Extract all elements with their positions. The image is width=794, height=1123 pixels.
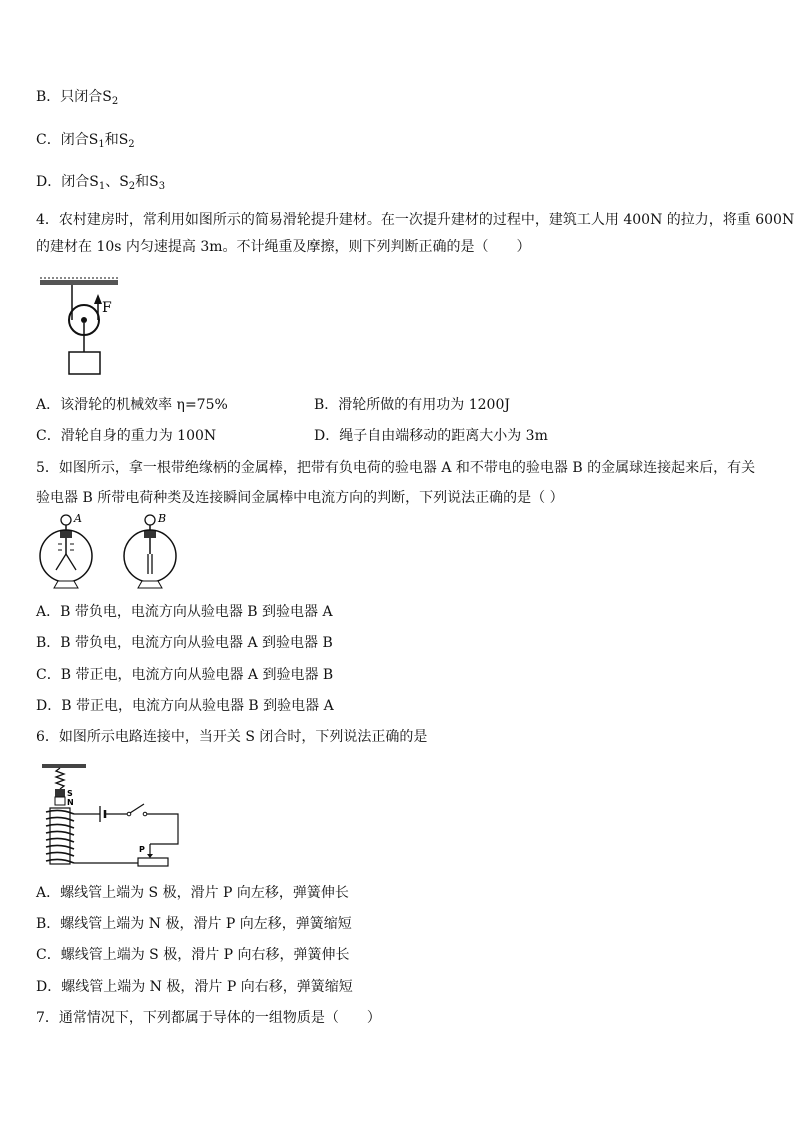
q4-stem-line2: 的建材在 10s 内匀速提高 3m。不计绳重及摩擦，则下列判断正确的是（ ） bbox=[36, 239, 531, 255]
electroscope-a-label: A bbox=[74, 512, 82, 525]
switch-lever bbox=[130, 804, 144, 813]
switch-s1: S bbox=[89, 174, 99, 190]
switch-s2: S bbox=[118, 132, 129, 148]
q4-option-d: D．绳子自由端移动的距离大小为 3m bbox=[314, 428, 548, 444]
pulley-figure bbox=[38, 276, 128, 378]
q4-stem-line1: 4．农村建房时，常利用如图所示的简易滑轮提升建材。在一次提升建材的过程中，建筑工人用 400N 的拉力，将重 600N bbox=[36, 212, 794, 228]
q4-option-b: B．滑轮所做的有用功为 1200J bbox=[314, 397, 510, 413]
q5-stem-line2: 验电器 B 所带电荷种类及连接瞬间金属棒中电流方向的判断，下列说法正确的是（ ） bbox=[36, 490, 564, 506]
switch-s3: S bbox=[149, 174, 159, 190]
ceiling bbox=[42, 764, 86, 768]
electroscope-b bbox=[124, 512, 176, 588]
switch-s1-sub: 1 bbox=[98, 139, 105, 150]
building-material-block bbox=[69, 352, 100, 374]
rheostat bbox=[138, 858, 168, 866]
q5-option-a: A．B 带负电，电流方向从验电器 B 到验电器 A bbox=[36, 604, 333, 620]
switch-s2: S bbox=[102, 89, 112, 105]
ceiling-beam bbox=[40, 280, 118, 285]
pulley-axle bbox=[81, 317, 87, 323]
q5-option-b: B．B 带负电，电流方向从验电器 A 到验电器 B bbox=[36, 635, 333, 651]
electroscope-a bbox=[40, 512, 92, 588]
q3-option-d-sep: 、 bbox=[105, 174, 120, 190]
q3-option-b-text: B．只闭合 bbox=[36, 89, 103, 105]
q3-option-c-and: 和 bbox=[104, 132, 119, 148]
magnet-s-label: S bbox=[67, 789, 73, 798]
q6-stem: 6．如图所示电路连接中，当开关 S 闭合时，下列说法正确的是 bbox=[36, 729, 428, 745]
switch-contact bbox=[143, 812, 147, 816]
force-label: F bbox=[102, 300, 112, 316]
q3-option-c bbox=[36, 131, 135, 149]
solenoid-core bbox=[50, 808, 70, 864]
switch-s1-sub: 1 bbox=[98, 181, 106, 192]
q6-option-a: A．螺线管上端为 S 极，滑片 P 向左移，弹簧伸长 bbox=[36, 885, 349, 901]
switch-s2-sub: 2 bbox=[111, 96, 119, 107]
spring bbox=[56, 768, 64, 789]
q3-option-d-text: D．闭合 bbox=[36, 174, 90, 190]
q3-option-b bbox=[36, 88, 118, 106]
electroscope-figure bbox=[36, 512, 226, 592]
electroscope-b-label: B bbox=[158, 512, 167, 525]
wire-right bbox=[147, 814, 178, 844]
magnet-n-label: N bbox=[67, 798, 74, 807]
switch-s2: S bbox=[119, 174, 129, 190]
q7-stem: 7．通常情况下，下列都属于导体的一组物质是（ ） bbox=[36, 1010, 381, 1026]
q6-option-b: B．螺线管上端为 N 极，滑片 P 向左移，弹簧缩短 bbox=[36, 916, 352, 932]
solenoid-circuit-figure bbox=[38, 762, 188, 870]
switch-s2-sub: 2 bbox=[128, 139, 135, 150]
q3-option-c-text: C．闭合 bbox=[36, 132, 89, 148]
force-arrow-head bbox=[94, 294, 102, 304]
slider-label: P bbox=[139, 845, 145, 854]
switch-s2-sub: 2 bbox=[128, 181, 136, 192]
q6-option-d: D．螺线管上端为 N 极，滑片 P 向右移，弹簧缩短 bbox=[36, 979, 353, 995]
magnet-n bbox=[55, 797, 65, 805]
q5-option-c: C．B 带正电，电流方向从验电器 A 到验电器 B bbox=[36, 667, 334, 683]
switch-s3-sub: 3 bbox=[158, 181, 166, 192]
q3-option-d-and: 和 bbox=[135, 174, 150, 190]
q3-option-d bbox=[36, 173, 165, 191]
q5-stem-line1: 5．如图所示，拿一根带绝缘柄的金属棒，把带有负电荷的验电器 A 和不带电的验电器 B 的金属球连接起来后，有关 bbox=[36, 460, 756, 476]
q6-option-c: C．螺线管上端为 S 极，滑片 P 向右移，弹簧伸长 bbox=[36, 947, 350, 963]
q4-option-a: A．该滑轮的机械效率 η=75% bbox=[36, 397, 228, 413]
q4-option-c: C．滑轮自身的重力为 100N bbox=[36, 428, 217, 444]
q5-option-d: D．B 带正电，电流方向从验电器 B 到验电器 A bbox=[36, 698, 334, 714]
switch-s1: S bbox=[88, 132, 99, 148]
magnet-s bbox=[55, 789, 65, 797]
